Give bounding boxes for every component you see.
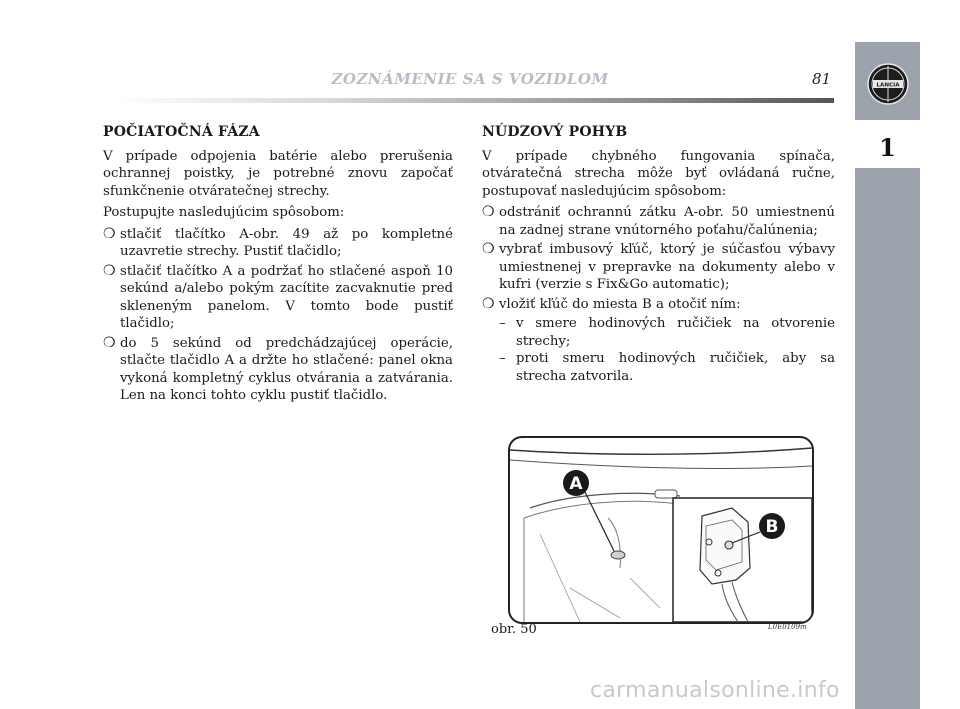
header-rule (112, 98, 834, 103)
sub-list-item: – proti smeru hodinových ručičiek, aby sa strecha zatvorila. (499, 351, 835, 384)
bullet-icon: ❍ (103, 334, 116, 351)
list-item: ❍ vložiť kľúč do miesta B a otočiť ním: (482, 295, 741, 312)
svg-text:LANCIA: LANCIA (876, 82, 900, 89)
lancia-logo-icon (866, 62, 910, 106)
bullet-icon: ❍ (103, 225, 116, 242)
left-intro: V prípade odpojenia batérie alebo prerušenia ochrannej poistky, je potrebné znovu započať sfunkčnenie otváratečnej strechy. (103, 148, 453, 199)
right-column (482, 124, 835, 385)
left-procedure: Postupujte nasledujúcim spôsobom: (103, 205, 345, 220)
left-column (103, 124, 453, 407)
label-b: B (765, 517, 779, 537)
list-item: ❍ odstrániť ochrannú zátku A-obr. 50 umiestnenú na zadnej strane vnútorného poťahu/čalúnenia; (482, 204, 835, 238)
list-item: ❍ do 5 sekúnd od predchádzajúcej operácie, stlačte tlačidlo A a držte ho stlačené: panel okna vykoná kompletný cyklus otvárania a zatvárania. Len na konci tohto cyklu pustiť tlačidlo. (103, 334, 453, 403)
list-item: ❍ vybrať imbusový kľúč, ktorý je súčasťou výbavy umiestnenej v prepravke na dokumenty alebo v kufri (verzie s Fix&Go automatic); (482, 241, 835, 292)
bullet-icon: ❍ (482, 295, 495, 312)
bullet-icon: ❍ (482, 204, 495, 220)
right-intro: V prípade chybného fungovania spínača, otváratečná strecha môže byť ovládaná ručne, postupovať nasledujúcim spôsobom: (482, 148, 835, 199)
watermark: carmanualsonline.info (590, 678, 840, 703)
sub-list-item: – v smere hodinových ručičiek na otvorenie strechy; (499, 316, 835, 349)
label-a: A (569, 474, 583, 494)
chapter-number: 1 (879, 132, 896, 162)
figure-illustration (508, 436, 814, 624)
list-item: ❍ stlačiť tlačítko A-obr. 49 až po kompletné uzavretie strechy. Pustiť tlačidlo; (103, 225, 453, 259)
page-number: 81 (812, 70, 832, 88)
heading-initial-phase: POČIATOČNÁ FÁZA (103, 124, 260, 140)
list-item: ❍ stlačiť tlačítko A a podržať ho stlačené aspoň 10 sekúnd a/alebo pokým zacítite zacvaknutie pred skleneným panelom. V tomto bode pustiť tlačidlo; (103, 262, 453, 331)
figure-caption: obr. 50 (491, 622, 537, 637)
bullet-icon: ❍ (482, 241, 495, 257)
section-title: ZOZNÁMENIE SA S VOZIDLOM (331, 70, 609, 88)
roof-mechanism-drawing (510, 438, 812, 622)
figure-code: L0E0109m (768, 623, 807, 631)
bullet-icon: ❍ (103, 262, 116, 279)
chapter-tab (855, 126, 920, 168)
heading-emergency-movement: NÚDZOVÝ POHYB (482, 124, 628, 140)
